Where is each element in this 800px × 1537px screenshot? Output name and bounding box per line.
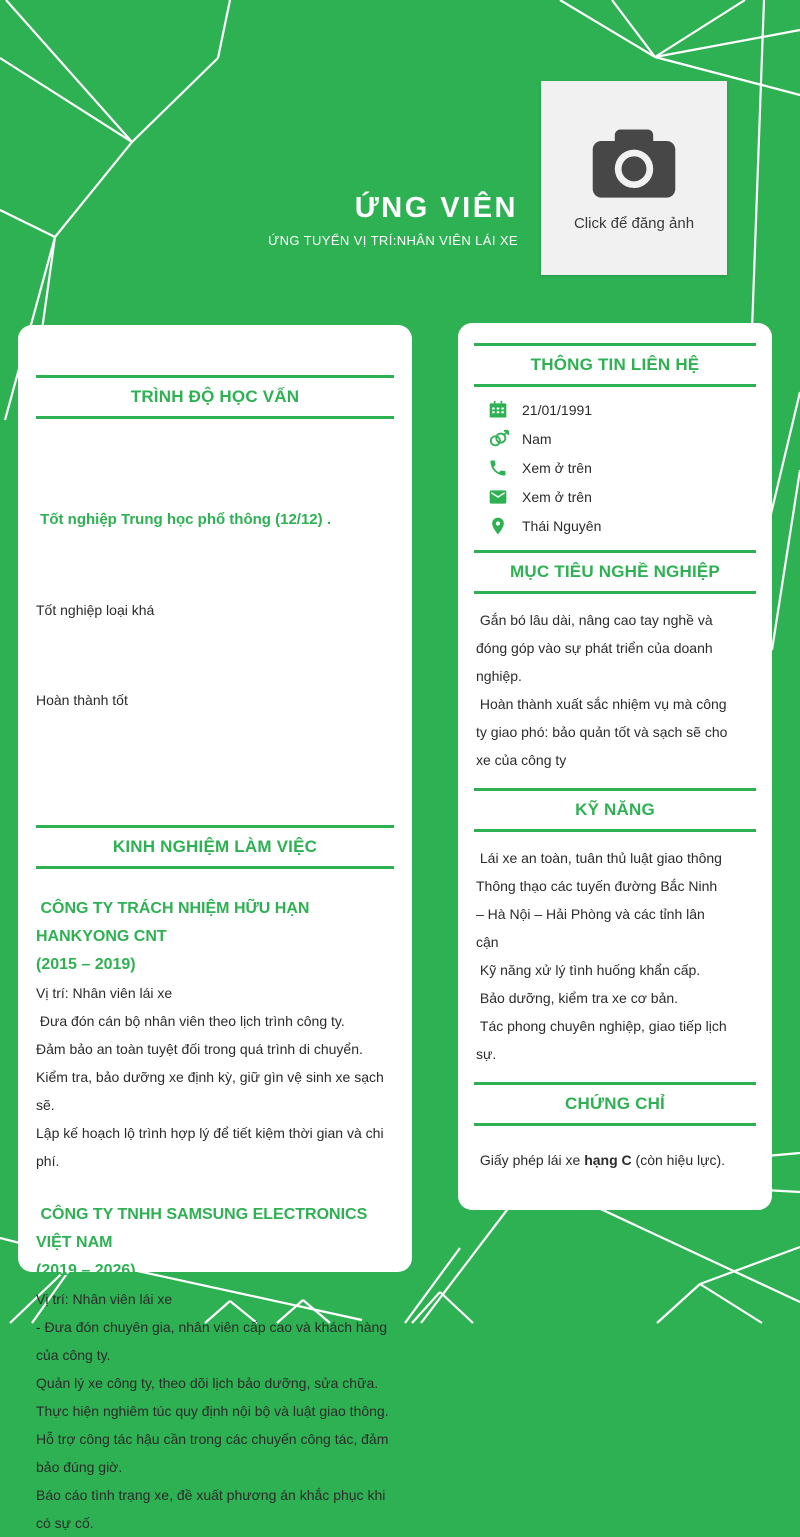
job-company: CÔNG TY TRÁCH NHIỆM HỮU HẠN HANKYONG CNT bbox=[36, 900, 314, 945]
camera-icon bbox=[586, 125, 682, 205]
certificate-line bbox=[476, 1146, 728, 1174]
objective-block bbox=[476, 606, 756, 774]
contact-row-location bbox=[488, 511, 756, 540]
job-entry-1 bbox=[36, 895, 394, 1175]
location-value: Thái Nguyên bbox=[522, 517, 602, 534]
page-title: ỨNG VIÊN bbox=[354, 192, 518, 224]
contact-list bbox=[488, 395, 756, 540]
gender-icon bbox=[488, 429, 508, 449]
email-value: Xem ở trên bbox=[522, 488, 592, 505]
certificate-text-bold: hạng C bbox=[584, 1152, 632, 1168]
job-position: Vị trí: Nhân viên lái xe bbox=[36, 985, 173, 1001]
contact-row-birthdate bbox=[488, 395, 756, 424]
gender-value: Nam bbox=[522, 430, 552, 447]
applied-position: ỨNG TUYỂN VỊ TRÍ:NHÂN VIÊN LÁI XE bbox=[268, 233, 518, 248]
email-icon bbox=[488, 487, 508, 507]
education-degree: Tốt nghiệp Trung học phổ thông (12/12) . bbox=[36, 511, 331, 528]
skill-item: Thông thạo các tuyến đường Bắc Ninh – Hà Nội – Hải Phòng và các tỉnh lân cận bbox=[476, 878, 722, 950]
job-duty: Đảm bảo an toàn tuyệt đối trong quá trình di chuyển. bbox=[36, 1041, 363, 1057]
certificate-block bbox=[476, 1146, 756, 1174]
certificate-text-prefix: Giấy phép lái xe bbox=[476, 1152, 585, 1168]
birthdate-value: 21/01/1991 bbox=[522, 401, 593, 418]
contact-row-gender bbox=[488, 424, 756, 453]
skill-item: Bảo dưỡng, kiểm tra xe cơ bản. bbox=[476, 990, 679, 1006]
job-duty: Thực hiện nghiêm túc quy định nội bộ và luật giao thông. bbox=[36, 1403, 389, 1419]
job-duty: Hỗ trợ công tác hậu cần trong các chuyến công tác, đảm bảo đúng giờ. bbox=[36, 1431, 393, 1475]
education-entry bbox=[36, 445, 394, 775]
job-duty: Đưa đón cán bộ nhân viên theo lịch trình công ty. bbox=[36, 1013, 345, 1029]
objective-paragraph: Hoàn thành xuất sắc nhiệm vụ mà công ty giao phó: bảo quản tốt và sạch sẽ cho xe của công ty bbox=[476, 696, 732, 768]
section-heading-objective: MỤC TIÊU NGHỀ NGHIỆP bbox=[474, 550, 756, 594]
job-period: (2015 – 2019) bbox=[36, 956, 136, 973]
contact-row-email bbox=[488, 482, 756, 511]
job-period: (2019 – 2026) bbox=[36, 1262, 136, 1279]
section-heading-certificate: CHỨNG CHỈ bbox=[474, 1082, 756, 1126]
right-column-card bbox=[458, 323, 772, 1210]
left-column-card bbox=[18, 325, 412, 1531]
phone-icon bbox=[488, 458, 508, 478]
objective-paragraph: Gắn bó lâu dài, nâng cao tay nghề và đóng góp vào sự phát triển của doanh nghiệp. bbox=[476, 612, 717, 684]
skill-item: Tác phong chuyên nghiệp, giao tiếp lịch sự. bbox=[476, 1018, 731, 1062]
skills-block bbox=[476, 844, 756, 1068]
education-detail: Tốt nghiệp loại khá bbox=[36, 602, 155, 618]
contact-row-phone bbox=[488, 453, 756, 482]
education-detail: Hoàn thành tốt bbox=[36, 692, 128, 708]
calendar-icon bbox=[488, 400, 508, 420]
photo-upload-label: Click để đăng ảnh bbox=[573, 214, 695, 232]
photo-upload-box[interactable] bbox=[541, 81, 727, 275]
job-company: CÔNG TY TNHH SAMSUNG ELECTRONICS VIỆT NAM bbox=[36, 1206, 372, 1251]
location-icon bbox=[488, 516, 508, 536]
skill-item: Kỹ năng xử lý tình huống khẩn cấp. bbox=[476, 962, 701, 978]
section-heading-experience: KINH NGHIỆM LÀM VIỆC bbox=[36, 825, 394, 869]
job-duty: - Đưa đón chuyên gia, nhân viên cấp cao và khách hàng của công ty. bbox=[36, 1319, 391, 1363]
section-heading-skills: KỸ NĂNG bbox=[474, 788, 756, 832]
job-duty: Quản lý xe công ty, theo dõi lịch bảo dưỡng, sửa chữa. bbox=[36, 1375, 379, 1391]
section-heading-contact: THÔNG TIN LIÊN HỆ bbox=[474, 343, 756, 387]
job-duty: Báo cáo tình trạng xe, đề xuất phương án khắc phục khi có sự cố. bbox=[36, 1487, 390, 1531]
certificate-text-suffix: (còn hiệu lực). bbox=[631, 1152, 726, 1168]
header bbox=[268, 192, 518, 248]
phone-value: Xem ở trên bbox=[522, 459, 592, 476]
skill-item: Lái xe an toàn, tuân thủ luật giao thông bbox=[476, 850, 722, 866]
section-heading-education: TRÌNH ĐỘ HỌC VẤN bbox=[36, 375, 394, 419]
job-duty: Kiểm tra, bảo dưỡng xe định kỳ, giữ gìn vệ sinh xe sạch sẽ. bbox=[36, 1069, 388, 1113]
job-position: Vị trí: Nhân viên lái xe bbox=[36, 1291, 173, 1307]
job-duty: Lập kế hoạch lộ trình hợp lý để tiết kiệm thời gian và chi phí. bbox=[36, 1125, 388, 1169]
job-entry-2 bbox=[36, 1201, 394, 1537]
